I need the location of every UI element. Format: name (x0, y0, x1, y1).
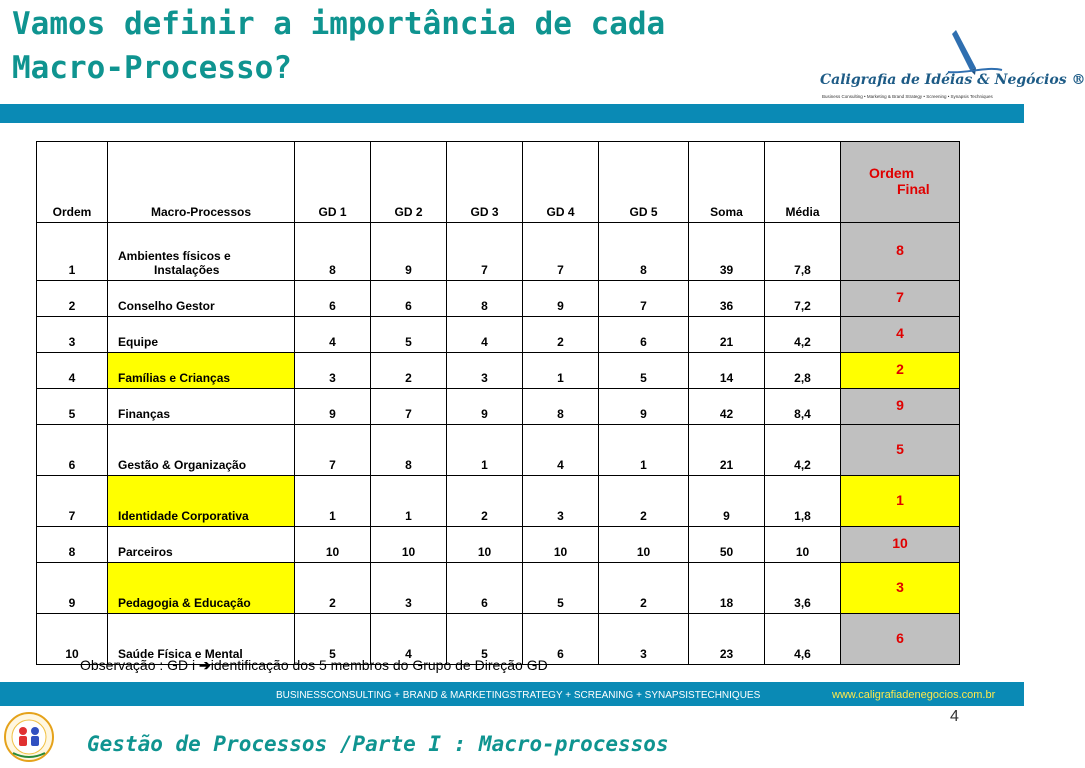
cell-ordem-final: 9 (841, 389, 960, 425)
cell-gd5: 3 (599, 614, 689, 665)
header-media: Média (765, 142, 841, 223)
cell-soma: 21 (689, 317, 765, 353)
cell-gd4: 2 (523, 317, 599, 353)
header-gd5: GD 5 (599, 142, 689, 223)
cell-gd3: 8 (447, 281, 523, 317)
header-ordem: Ordem (37, 142, 108, 223)
header-gd1: GD 1 (295, 142, 371, 223)
slide-title-line1: Vamos definir a importância de cada (12, 6, 666, 42)
cell-gd3: 10 (447, 527, 523, 563)
cell-media: 7,8 (765, 223, 841, 281)
cell-soma: 23 (689, 614, 765, 665)
cell-media: 1,8 (765, 476, 841, 527)
cell-media: 7,2 (765, 281, 841, 317)
cell-ordem-final: 6 (841, 614, 960, 665)
cell-soma: 21 (689, 425, 765, 476)
logo-tagline: Business Consulting • Marketing & Brand Strategy • Screening • Synapsis Techniques (822, 94, 993, 99)
cell-soma: 39 (689, 223, 765, 281)
cell-gd1: 10 (295, 527, 371, 563)
cell-gd5: 2 (599, 476, 689, 527)
observation-note (80, 657, 548, 674)
note-text: identificação dos 5 membros do Grupo de Direção GD (210, 657, 548, 673)
cell-gd2: 3 (371, 563, 447, 614)
cell-gd5: 9 (599, 389, 689, 425)
cell-gd4: 4 (523, 425, 599, 476)
cell-gd5: 6 (599, 317, 689, 353)
cell-gd1: 9 (295, 389, 371, 425)
institution-seal-icon (3, 709, 55, 765)
cell-ordem: 2 (37, 281, 108, 317)
cell-ordem: 9 (37, 563, 108, 614)
cell-gd2: 8 (371, 425, 447, 476)
cell-soma: 14 (689, 353, 765, 389)
note-prefix: Observação : GD i (80, 657, 200, 673)
cell-soma: 36 (689, 281, 765, 317)
cell-ordem-final: 3 (841, 563, 960, 614)
cell-gd3: 7 (447, 223, 523, 281)
cell-gd3: 4 (447, 317, 523, 353)
cell-gd3: 3 (447, 353, 523, 389)
table-header-row (37, 142, 960, 223)
cell-gd1: 6 (295, 281, 371, 317)
cell-ordem: 7 (37, 476, 108, 527)
cell-gd3: 6 (447, 563, 523, 614)
header-band (0, 104, 1024, 123)
header-soma: Soma (689, 142, 765, 223)
cell-soma: 9 (689, 476, 765, 527)
header-ordem-final-line2: Final (897, 180, 930, 197)
cell-soma: 18 (689, 563, 765, 614)
cell-macro-processo: Identidade Corporativa (108, 476, 295, 527)
cell-ordem: 6 (37, 425, 108, 476)
cell-media: 4,2 (765, 317, 841, 353)
cell-gd2: 4 (371, 614, 447, 665)
cell-gd2: 1 (371, 476, 447, 527)
cell-gd4: 8 (523, 389, 599, 425)
footer-website-link[interactable]: www.caligrafiadenegocios.com.br (832, 689, 996, 701)
cell-gd3: 5 (447, 614, 523, 665)
table-row (37, 476, 960, 527)
cell-gd3: 1 (447, 425, 523, 476)
cell-gd2: 9 (371, 223, 447, 281)
cell-gd1: 2 (295, 563, 371, 614)
cell-soma: 50 (689, 527, 765, 563)
cell-gd2: 2 (371, 353, 447, 389)
table-row (37, 425, 960, 476)
cell-gd4: 5 (523, 563, 599, 614)
cell-gd1: 4 (295, 317, 371, 353)
header-gd3: GD 3 (447, 142, 523, 223)
cell-gd5: 10 (599, 527, 689, 563)
cell-gd5: 7 (599, 281, 689, 317)
table-row (37, 281, 960, 317)
cell-gd5: 5 (599, 353, 689, 389)
cell-ordem: 5 (37, 389, 108, 425)
slide-subtitle: Gestão de Processos /Parte I : Macro-processos (87, 732, 669, 756)
cell-gd5: 8 (599, 223, 689, 281)
right-arrow-icon: ➔ (199, 657, 211, 673)
cell-macro-processo: Parceiros (108, 527, 295, 563)
cell-gd3: 9 (447, 389, 523, 425)
cell-gd4: 7 (523, 223, 599, 281)
cell-gd2: 7 (371, 389, 447, 425)
slide-title (12, 2, 772, 90)
cell-gd5: 1 (599, 425, 689, 476)
cell-gd5: 2 (599, 563, 689, 614)
cell-gd2: 6 (371, 281, 447, 317)
cell-media: 4,6 (765, 614, 841, 665)
table-row (37, 317, 960, 353)
cell-macro-processo: Conselho Gestor (108, 281, 295, 317)
cell-gd1: 8 (295, 223, 371, 281)
cell-ordem: 1 (37, 223, 108, 281)
cell-macro-processo: Finanças (108, 389, 295, 425)
cell-macro-processo: Gestão & Organização (108, 425, 295, 476)
cell-ordem: 10 (37, 614, 108, 665)
footer-tagline: BUSINESSCONSULTING + BRAND & MARKETINGSTRATEGY + SCREANING + SYNAPSISTECHNIQUES (276, 690, 761, 701)
cell-gd1: 3 (295, 353, 371, 389)
table-row (37, 353, 960, 389)
cell-media: 10 (765, 527, 841, 563)
cell-macro-processo: Equipe (108, 317, 295, 353)
cell-ordem: 4 (37, 353, 108, 389)
cell-media: 2,8 (765, 353, 841, 389)
header-ordem-final (841, 142, 960, 223)
cell-ordem-final: 10 (841, 527, 960, 563)
cell-gd4: 9 (523, 281, 599, 317)
cell-gd3: 2 (447, 476, 523, 527)
page-number: 4 (950, 708, 959, 725)
cell-macro-processo: Famílias e Crianças (108, 353, 295, 389)
table-row (37, 389, 960, 425)
pen-nib-icon (936, 28, 1006, 78)
slide-title-line2: Macro-Processo? (12, 50, 292, 86)
cell-gd4: 3 (523, 476, 599, 527)
company-logo (816, 28, 1085, 104)
cell-gd1: 1 (295, 476, 371, 527)
header-gd4: GD 4 (523, 142, 599, 223)
cell-ordem-final: 1 (841, 476, 960, 527)
cell-gd1: 7 (295, 425, 371, 476)
table-row (37, 563, 960, 614)
cell-macro-processo: Saúde Física e Mental (108, 614, 295, 665)
header-gd2: GD 2 (371, 142, 447, 223)
cell-media: 4,2 (765, 425, 841, 476)
macro-process-table (36, 141, 960, 665)
header-ordem-final-line1: Ordem (869, 164, 915, 181)
cell-ordem-final: 5 (841, 425, 960, 476)
table-row (37, 223, 960, 281)
cell-ordem: 8 (37, 527, 108, 563)
cell-macro-line2: Instalações (154, 263, 220, 277)
cell-media: 8,4 (765, 389, 841, 425)
logo-name: Caligrafia de Idéias & Negócios ® (820, 72, 1085, 88)
cell-ordem-final: 2 (841, 353, 960, 389)
cell-gd1: 5 (295, 614, 371, 665)
cell-soma: 42 (689, 389, 765, 425)
cell-ordem-final: 4 (841, 317, 960, 353)
cell-gd4: 10 (523, 527, 599, 563)
cell-gd2: 5 (371, 317, 447, 353)
cell-gd4: 1 (523, 353, 599, 389)
header-macro-processos: Macro-Processos (108, 142, 295, 223)
cell-ordem-final: 7 (841, 281, 960, 317)
cell-gd4: 6 (523, 614, 599, 665)
cell-gd2: 10 (371, 527, 447, 563)
cell-macro-processo (108, 223, 295, 281)
cell-ordem: 3 (37, 317, 108, 353)
cell-ordem-final: 8 (841, 223, 960, 281)
cell-macro-line1: Ambientes físicos e (118, 249, 231, 263)
cell-media: 3,6 (765, 563, 841, 614)
cell-macro-processo: Pedagogia & Educação (108, 563, 295, 614)
table-row (37, 527, 960, 563)
